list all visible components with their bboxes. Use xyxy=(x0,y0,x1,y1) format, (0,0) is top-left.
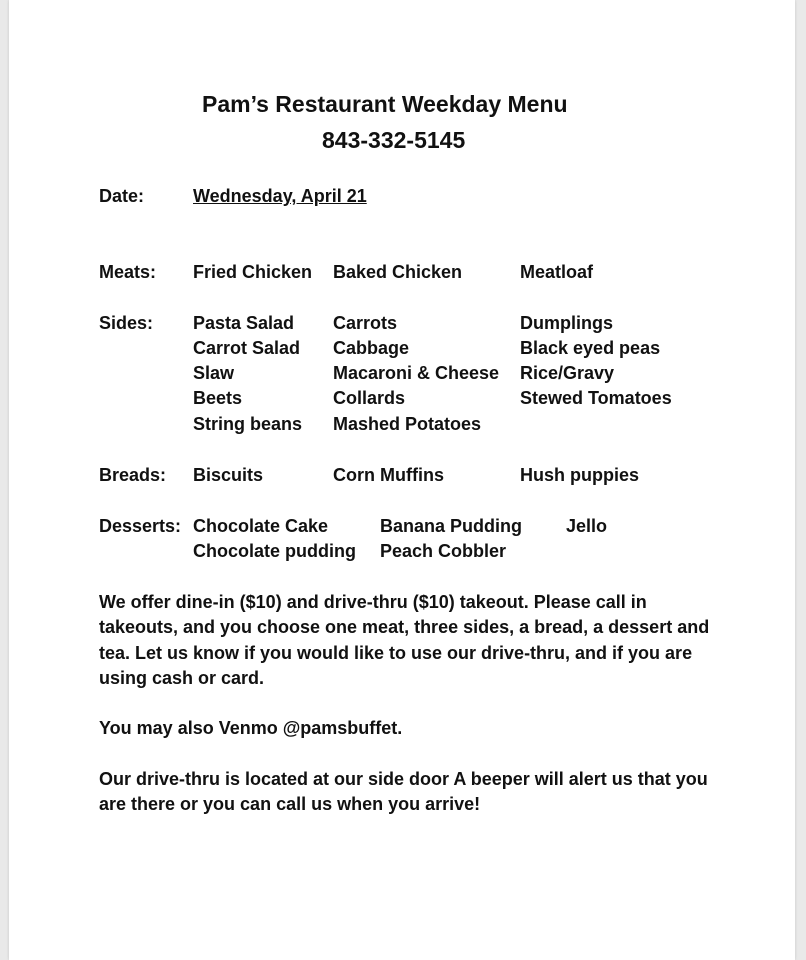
page-title: Pam’s Restaurant Weekday Menu xyxy=(202,91,568,117)
meat-item: Fried Chicken xyxy=(193,262,313,282)
dessert-item: Chocolate Cake xyxy=(193,516,329,536)
bread-item: Biscuits xyxy=(193,465,264,485)
dessert-item: Chocolate pudding xyxy=(193,541,356,561)
side-item: Stewed Tomatoes xyxy=(520,388,672,408)
dessert-item: Jello xyxy=(566,516,608,536)
date-value: Wednesday, April 21 xyxy=(193,186,367,206)
side-item: Rice/Gravy xyxy=(520,363,615,383)
side-item: Dumplings xyxy=(520,313,613,333)
phone-number: 843-332-5145 xyxy=(322,127,466,153)
meat-item: Meatloaf xyxy=(520,262,594,282)
side-item: Pasta Salad xyxy=(193,313,295,333)
side-item: Carrots xyxy=(333,313,398,333)
dessert-item: Banana Pudding xyxy=(380,516,523,536)
bread-item: Corn Muffins xyxy=(333,465,444,485)
desserts-label: Desserts: xyxy=(99,516,182,536)
breads-label: Breads: xyxy=(99,465,167,485)
offer-paragraph: We offer dine-in ($10) and drive-thru ($10) takeout. Please call in takeouts, and you choose one meat, three sides, a bread, a dessert and tea. Let us know if you would like to use our drive-thru, and if you are using cash or card. xyxy=(99,592,710,688)
drive-thru-paragraph: Our drive-thru is located at our side door A beeper will alert us that you are there or you can call us when you arrive! xyxy=(99,769,708,815)
venmo-paragraph: You may also Venmo @pamsbuffet. xyxy=(99,718,403,738)
bread-item: Hush puppies xyxy=(520,465,640,485)
side-item: Carrot Salad xyxy=(193,338,301,358)
side-item: Mashed Potatoes xyxy=(333,414,482,434)
meat-item: Baked Chicken xyxy=(333,262,463,282)
side-item: Slaw xyxy=(193,363,235,383)
side-item: Beets xyxy=(193,388,243,408)
meats-label: Meats: xyxy=(99,262,157,282)
date-label: Date: xyxy=(99,186,145,206)
side-item: Black eyed peas xyxy=(520,338,661,358)
sides-label: Sides: xyxy=(99,313,154,333)
dessert-item: Peach Cobbler xyxy=(380,541,507,561)
side-item: String beans xyxy=(193,414,303,434)
side-item: Cabbage xyxy=(333,338,410,358)
side-item: Macaroni & Cheese xyxy=(333,363,500,383)
side-item: Collards xyxy=(333,388,406,408)
